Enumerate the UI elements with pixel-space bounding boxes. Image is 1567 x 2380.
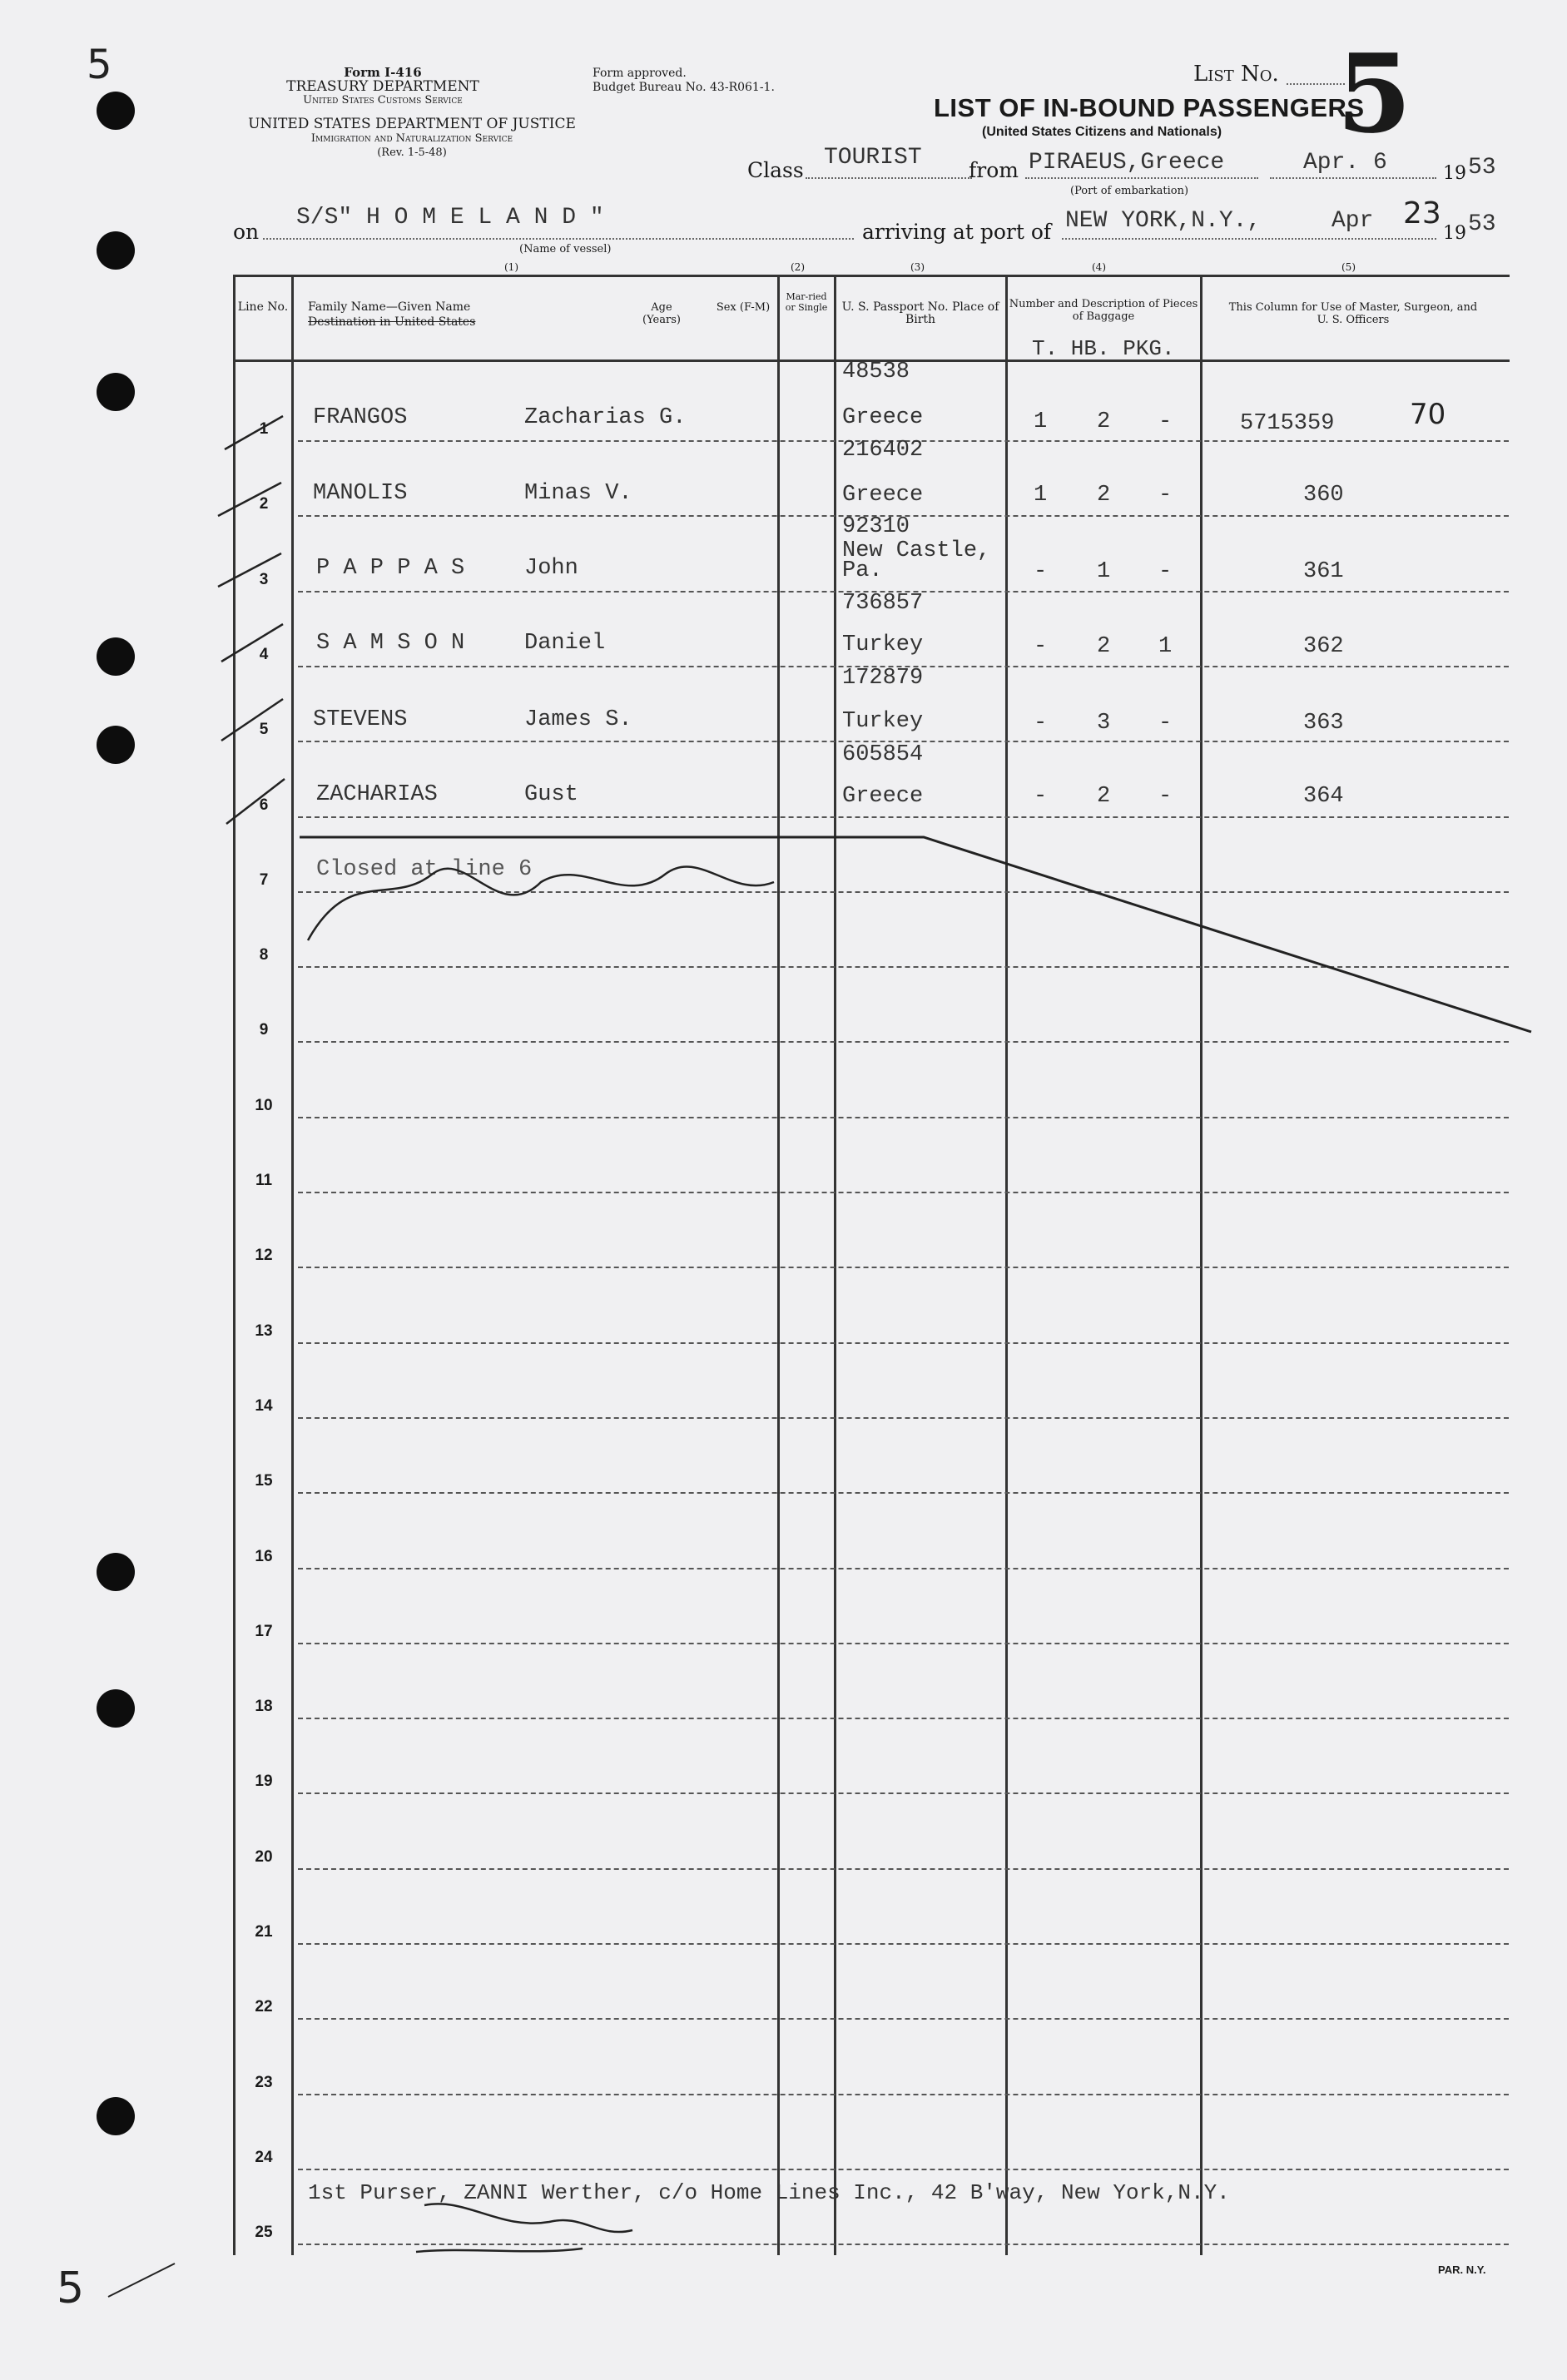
embark-year-prefix: 19: [1443, 163, 1466, 184]
justice-department: UNITED STATES DEPARTMENT OF JUSTICE: [248, 116, 576, 132]
vessel-caption: (Name of vessel): [519, 243, 612, 255]
baggage-pkg: 1: [1158, 634, 1173, 659]
tick-marks: [218, 416, 285, 824]
family-name: ZACHARIAS: [316, 782, 438, 807]
col-header-name: Family Name—Given Name: [308, 300, 471, 314]
baggage-hb: 3: [1097, 711, 1111, 736]
arriving-label: arriving at port of: [862, 220, 1052, 244]
line-number: 12: [255, 1247, 273, 1265]
line-number: 23: [255, 2073, 273, 2091]
passport-number: 605854: [842, 742, 924, 767]
form-number: Form I-416: [344, 65, 422, 80]
officer-number: 361: [1303, 559, 1344, 584]
baggage-t: -: [1034, 711, 1048, 736]
col-header-sex: Sex (F-M): [716, 301, 771, 314]
col-number-4: (4): [1092, 261, 1106, 273]
baggage-hb: 2: [1097, 784, 1111, 809]
col-header-baggage: Number and Description of Pieces of Baggage: [1009, 298, 1198, 323]
baggage-t: -: [1034, 634, 1048, 659]
baggage-pkg: -: [1158, 784, 1173, 809]
closing-strike-line: [300, 837, 1531, 1032]
passport-number: 216402: [842, 438, 924, 463]
line-number: 18: [255, 1698, 273, 1716]
line-number: 7: [259, 870, 269, 889]
embark-date: Apr. 6: [1303, 150, 1387, 176]
line-number: 14: [255, 1396, 273, 1415]
ins-service: Immigration and Naturalization Service: [310, 132, 513, 145]
passport-number: 172879: [842, 666, 924, 691]
col-header-officers: This Column for Use of Master, Surgeon, and U. S. Officers: [1228, 301, 1478, 326]
line-number: 3: [259, 570, 269, 588]
purser-signature: [416, 2204, 632, 2252]
closed-note: Closed at line 6: [316, 857, 533, 882]
baggage-pkg: -: [1158, 483, 1173, 508]
list-no-label: List No.: [1193, 62, 1279, 87]
col-number-5: (5): [1341, 261, 1356, 273]
budget-bureau: Budget Bureau No. 43-R061-1.: [593, 81, 775, 94]
class-value: TOURIST: [824, 145, 922, 171]
family-name: P A P P A S: [316, 556, 465, 581]
line-number: 13: [255, 1321, 273, 1340]
baggage-t: -: [1034, 559, 1048, 584]
printer-mark: PAR. N.Y.: [1438, 2263, 1486, 2276]
family-name: S A M S O N: [316, 631, 465, 656]
line-number: 25: [255, 2224, 273, 2242]
line-number: 19: [255, 1773, 273, 1791]
line-number: 8: [259, 946, 269, 964]
officer-number: 362: [1303, 634, 1344, 659]
officer-number: 360: [1303, 483, 1344, 508]
line-number: 24: [255, 2148, 273, 2166]
baggage-hb: 2: [1097, 634, 1111, 659]
margin-mark-top: 5: [87, 42, 112, 88]
line-number: 6: [259, 796, 269, 814]
revision: (Rev. 1-5-48): [377, 146, 447, 159]
margin-check: [108, 2263, 175, 2297]
baggage-t: 1: [1034, 409, 1048, 434]
passport-number: 48538: [842, 359, 910, 384]
place-of-birth: Turkey: [842, 632, 924, 657]
place-of-birth: Turkey: [842, 709, 924, 734]
list-number: 5: [1336, 30, 1412, 157]
treasury-department: TREASURY DEPARTMENT: [286, 78, 479, 95]
line-number: 5: [259, 721, 269, 739]
given-name: James S.: [524, 707, 632, 732]
family-name: MANOLIS: [313, 481, 408, 506]
given-name: John: [524, 556, 578, 581]
line-number: 20: [255, 1847, 273, 1866]
arrival-day: 23: [1403, 196, 1441, 231]
col-header-passport: U. S. Passport No. Place of Birth: [841, 300, 999, 326]
line-number: 2: [259, 495, 269, 513]
given-name: Zacharias G.: [524, 405, 687, 430]
col-number-1: (1): [504, 261, 518, 273]
form-approved: Form approved.: [593, 67, 687, 80]
col-header-line: Line No.: [237, 300, 289, 314]
col-header-baggage-sub: T. HB. PKG.: [1032, 336, 1175, 361]
baggage-pkg: -: [1158, 711, 1173, 736]
customs-service: United States Customs Service: [303, 94, 463, 107]
passport-number: 92310: [842, 514, 910, 539]
family-name: STEVENS: [313, 707, 408, 732]
col-number-2: (2): [791, 261, 805, 273]
given-name: Gust: [524, 782, 578, 807]
given-name: Daniel: [524, 631, 606, 656]
from-label: from: [969, 158, 1019, 182]
officer-number: 5715359: [1240, 411, 1335, 436]
col-header-age: Age (Years): [642, 301, 681, 326]
place-of-birth: Greece: [842, 405, 924, 430]
line-number: 15: [255, 1472, 273, 1490]
col-header-married: Mar-ried or Single: [785, 291, 828, 313]
vessel-name: S/S" H O M E L A N D ": [296, 205, 604, 231]
arrival-year: 53: [1468, 211, 1496, 237]
officer-number: 364: [1303, 784, 1344, 809]
line-number: 1: [259, 420, 269, 438]
baggage-t: -: [1034, 784, 1048, 809]
on-label: on: [233, 220, 260, 244]
line-number: 21: [255, 1923, 273, 1941]
port-caption: (Port of embarkation): [1070, 185, 1189, 197]
arrival-year-prefix: 19: [1443, 223, 1466, 244]
place-of-birth: Greece: [842, 483, 924, 508]
line-number: 11: [255, 1172, 273, 1189]
line-number: 9: [259, 1021, 269, 1039]
embark-year: 53: [1468, 155, 1496, 181]
officer-signature: [308, 866, 774, 940]
baggage-hb: 1: [1097, 559, 1111, 584]
line-number: 4: [259, 645, 269, 663]
given-name: Minas V.: [524, 481, 632, 506]
margin-mark-bottom: 5: [57, 2263, 85, 2313]
baggage-pkg: -: [1158, 559, 1173, 584]
officer-number: 363: [1303, 711, 1344, 736]
line-number: 10: [255, 1096, 273, 1114]
officer-extra: 70: [1410, 398, 1446, 431]
baggage-t: 1: [1034, 483, 1048, 508]
place-of-birth: Greece: [842, 784, 924, 809]
baggage-hb: 2: [1097, 483, 1111, 508]
page-title: LIST OF IN-BOUND PASSENGERS: [934, 93, 1365, 122]
baggage-hb: 2: [1097, 409, 1111, 434]
line-number: 22: [255, 1998, 273, 2016]
port-of-embarkation: PIRAEUS,Greece: [1029, 150, 1225, 176]
line-number: 16: [255, 1547, 273, 1565]
baggage-pkg: -: [1158, 409, 1173, 434]
place-of-birth: New Castle, Pa.: [842, 538, 991, 583]
arrival-date: Apr: [1331, 208, 1374, 234]
col-number-3: (3): [910, 261, 925, 273]
family-name: FRANGOS: [313, 405, 408, 430]
class-label: Class: [747, 158, 804, 182]
passport-number: 736857: [842, 591, 924, 616]
line-number: 17: [255, 1622, 273, 1640]
purser-line: 1st Purser, ZANNI Werther, c/o Home Lines Inc., 42 B'way, New York,N.Y.: [308, 2180, 1230, 2205]
col-header-destination: Destination in United States: [308, 315, 476, 329]
port-of-arrival: NEW YORK,N.Y.,: [1065, 208, 1262, 234]
page-subtitle: (United States Citizens and Nationals): [982, 125, 1222, 139]
